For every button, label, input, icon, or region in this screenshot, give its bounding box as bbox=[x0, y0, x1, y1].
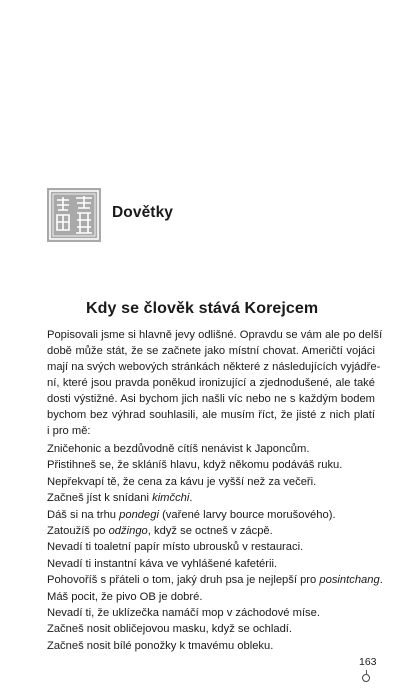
intro-line: bychom bez výhrad souhlasili, ale musím říct, že jisté z nich platí bbox=[47, 409, 375, 421]
seal-glyphs bbox=[47, 188, 101, 242]
intro-line: ní, které jsou pravda poněkud ironizující a zjednodušené, ale také bbox=[47, 377, 375, 389]
list-item: Začneš jíst k snídani kimčchi. bbox=[47, 492, 193, 505]
list-item: Nevadí ti instantní káva ve vyhlášené kafetérii. bbox=[47, 557, 278, 570]
intro-line: době může stát, že se začnete jako místní chovat. Američtí vojáci bbox=[47, 345, 375, 357]
intro-line: i pro mě: bbox=[47, 425, 91, 437]
list-item: Nepřekvapí tě, že cena za kávu je vyšší než za večeři. bbox=[47, 475, 317, 488]
list-item: Dáš si na trhu pondegi (vařené larvy bource morušového). bbox=[47, 508, 336, 521]
intro-paragraph bbox=[47, 327, 383, 439]
page-number: 163 bbox=[359, 656, 377, 668]
section-title: Dovětky bbox=[112, 204, 174, 221]
list-item: Nevadí ti, že uklízečka namáčí mop v záchodové míse. bbox=[47, 607, 320, 620]
list-item: Máš pocit, že pivo OB je dobré. bbox=[47, 590, 203, 603]
intro-line: mají na svých webových stránkách některé z následujících vyjádře- bbox=[47, 361, 381, 373]
list-item: Začneš nosit bílé ponožky k tmavému obleku. bbox=[47, 639, 274, 652]
chapter-title: Kdy se člověk stává Korejcem bbox=[86, 300, 319, 317]
circle-ornament-icon bbox=[362, 674, 370, 682]
list-item: Nevadí ti toaletní papír místo ubrousků v restauraci. bbox=[47, 541, 304, 554]
list-item: Zničehonic a bezdůvodně cítíš nenávist k Japoncům. bbox=[47, 443, 310, 455]
list-item: Přistihneš se, že skláníš hlavu, když někomu podáváš ruku. bbox=[47, 459, 343, 472]
seal-stamp-icon bbox=[47, 188, 101, 242]
statement-list bbox=[47, 441, 383, 654]
list-item: Začneš nosit obličejovou masku, když se ochladí. bbox=[47, 623, 293, 636]
intro-line: Popisovali jsme si hlavně jevy odlišné. Opravdu se vám ale po delší bbox=[47, 329, 383, 341]
intro-line: dosti výstižné. Asi bychom jich našli víc nebo ne s každým bodem bbox=[47, 393, 375, 405]
list-item: Zatoužíš po odžingo, když se octneš v zácpě. bbox=[47, 525, 273, 538]
list-item: Pohovoříš s přáteli o tom, jaký druh psa je nejlepší pro posintchang. bbox=[47, 574, 383, 587]
